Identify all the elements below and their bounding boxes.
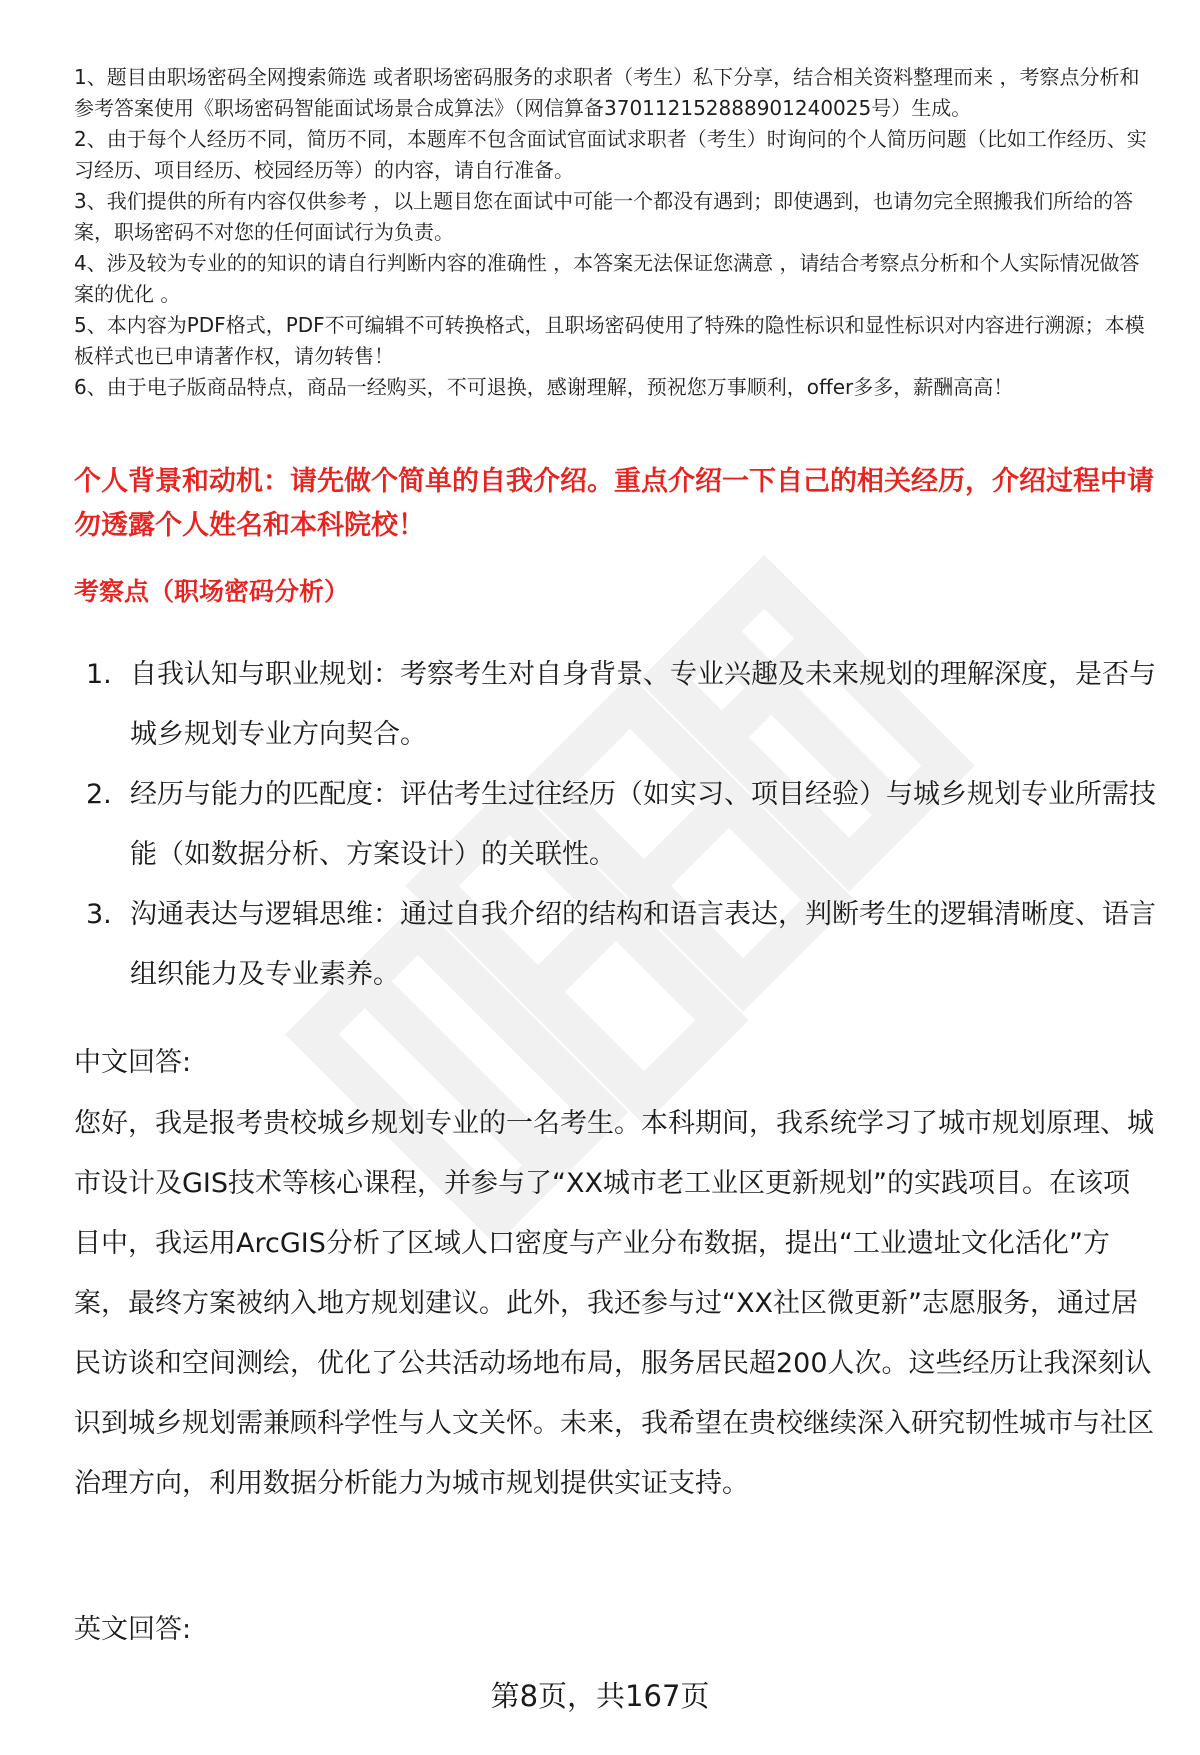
- notice-item: 2、由于每个人经历不同，简历不同，本题库不包含面试官面试求职者（考生）时询问的个人简历问题（比如工作经历、实习经历、项目经历、校园经历等）的内容，请自行准备。: [74, 127, 1147, 182]
- page-number: 第8页，共167页: [490, 1679, 710, 1713]
- analysis-heading: 考察点（职场密码分析）: [74, 577, 350, 606]
- point-number: 3.: [86, 899, 112, 930]
- notice-item: 5、本内容为PDF格式，PDF不可编辑不可转换格式，且职场密码使用了特殊的隐性标识和显性标识对内容进行溯源；本模板样式也已申请著作权，请勿转售！: [74, 313, 1145, 368]
- analysis-point: [74, 765, 1156, 885]
- notice-item: 6、由于电子版商品特点，商品一经购买，不可退换，感谢理解，预祝您万事顺利，offer多多，薪酬高高！: [74, 375, 1014, 399]
- point-text: 沟通表达与逻辑思维：通过自我介绍的结构和语言表达，判断考生的逻辑清晰度、语言组织能力及专业素养。: [130, 899, 1156, 990]
- point-text: 经历与能力的匹配度：评估考生过往经历（如实习、项目经验）与城乡规划专业所需技能（如数据分析、方案设计）的关联性。: [130, 779, 1156, 870]
- notice-list: [74, 62, 1156, 403]
- point-text: 自我认知与职业规划：考察考生对自身背景、专业兴趣及未来规划的理解深度，是否与城乡规划专业方向契合。: [130, 659, 1156, 750]
- notice-item: 4、涉及较为专业的的知识的请自行判断内容的准确性 ，本答案无法保证您满意 ，请结合考察点分析和个人实际情况做答案的优化 。: [74, 251, 1140, 306]
- notice-item: 3、我们提供的所有内容仅供参考 ，以上题目您在面试中可能一个都没有遇到；即使遇到，也请勿完全照搬我们所给的答案，职场密码不对您的任何面试行为负责。: [74, 189, 1134, 244]
- chinese-answer-label: 中文回答:: [74, 1047, 192, 1078]
- point-number: 2.: [86, 779, 112, 810]
- analysis-point-list: [74, 645, 1156, 1005]
- analysis-point: [74, 645, 1156, 765]
- point-number: 1.: [86, 659, 112, 690]
- analysis-point: [74, 885, 1156, 1005]
- chinese-answer-text: 您好，我是报考贵校城乡规划专业的一名考生。本科期间，我系统学习了城市规划原理、城市设计及GIS技术等核心课程，并参与了“XX城市老工业区更新规划”的实践项目。在该项目中，我运用ArcGIS分析了区域人口密度与产业分布数据，提出“工业遗址文化活化”方案，最终方案被纳入地方规划建议。此外，我还参与过“XX社区微更新”志愿服务，通过居民访谈和空间测绘，优化了公共活动场地布局，服务居民超200人次。这些经历让我深刻认识到城乡规划需兼顾科学性与人文关怀。未来，我希望在贵校继续深入研究韧性城市与社区治理方向，利用数据分析能力为城市规划提供实证支持。: [74, 1108, 1154, 1499]
- interview-question: 个人背景和动机：请先做个简单的自我介绍。重点介绍一下自己的相关经历，介绍过程中请勿透露个人姓名和本科院校！: [74, 466, 1154, 541]
- notice-item: 1、题目由职场密码全网搜索筛选 或者职场密码服务的求职者（考生）私下分享，结合相关资料整理而来 ，考察点分析和参考答案使用《职场密码智能面试场景合成算法》（网信算备370112152888901240025号）生成。: [74, 65, 1140, 120]
- english-answer-label: 英文回答:: [74, 1614, 192, 1645]
